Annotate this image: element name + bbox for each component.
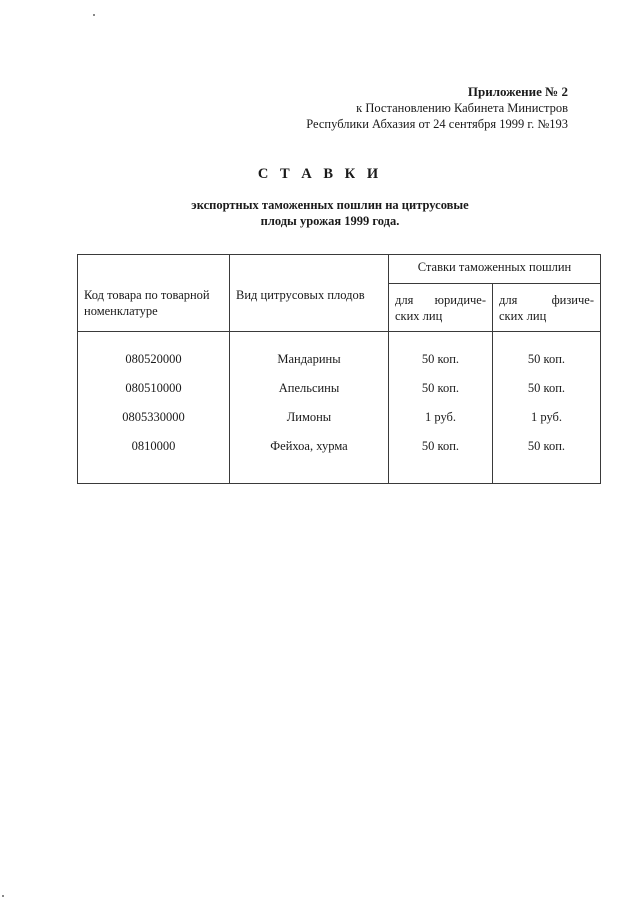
header-kind xyxy=(230,255,389,332)
document-header xyxy=(306,84,568,132)
code-cell: 080520000 xyxy=(125,352,182,366)
appendix-label: Приложение № 2 xyxy=(467,84,568,99)
phys-rate-cell: 50 коп. xyxy=(527,381,566,395)
header-phys-line-2: ских лиц xyxy=(499,309,547,323)
kind-cell: Лимоны xyxy=(286,410,332,424)
resolution-reference: к Постановлению Кабинета Министров xyxy=(356,101,568,115)
code-cell: 0805330000 xyxy=(122,410,185,424)
column-kinds xyxy=(230,332,389,484)
resolution-date: Республики Абхазия от 24 сентября 1999 г. №193 xyxy=(306,117,568,131)
header-kind-label: Вид цитрусовых плодов xyxy=(236,288,365,302)
header-legal-line-1: для юридиче- xyxy=(395,293,486,307)
column-legal-rates xyxy=(389,332,493,484)
subtitle-line-2: плоды урожая 1999 года. xyxy=(260,214,400,228)
header-code xyxy=(78,255,230,332)
header-legal-line-2: ских лиц xyxy=(395,309,443,323)
header-legal xyxy=(389,284,493,332)
kind-cell: Фейхоа, хурма xyxy=(270,439,348,453)
legal-rate-cell: 50 коп. xyxy=(421,381,460,395)
document-subtitle xyxy=(170,197,490,229)
scan-speck xyxy=(93,14,95,16)
header-rates-group-label: Ставки таможенных пошлин xyxy=(417,260,572,274)
column-phys-rates xyxy=(493,332,601,484)
scan-speck xyxy=(2,895,4,897)
phys-rate-cell: 50 коп. xyxy=(527,439,566,453)
phys-rate-cell: 1 руб. xyxy=(530,410,563,424)
kind-cell: Мандарины xyxy=(277,352,341,366)
rates-table xyxy=(77,254,601,484)
legal-rate-cell: 1 руб. xyxy=(424,410,457,424)
subtitle-line-1: экспортных таможенных пошлин на цитрусовые xyxy=(191,198,469,212)
code-cell: 0810000 xyxy=(131,439,176,453)
column-codes xyxy=(78,332,230,484)
document-title: С Т А В К И xyxy=(257,166,383,182)
header-phys-line-1: для физиче- xyxy=(499,293,594,307)
kind-cell: Апельсины xyxy=(278,381,340,395)
header-code-line-2: номенклатуре xyxy=(84,304,158,318)
phys-rate-cell: 50 коп. xyxy=(527,352,566,366)
header-phys xyxy=(493,284,601,332)
header-code-line-1: Код товара по товарной xyxy=(84,288,210,302)
code-cell: 080510000 xyxy=(125,381,182,395)
legal-rate-cell: 50 коп. xyxy=(421,439,460,453)
legal-rate-cell: 50 коп. xyxy=(421,352,460,366)
header-rates-group xyxy=(389,255,601,284)
